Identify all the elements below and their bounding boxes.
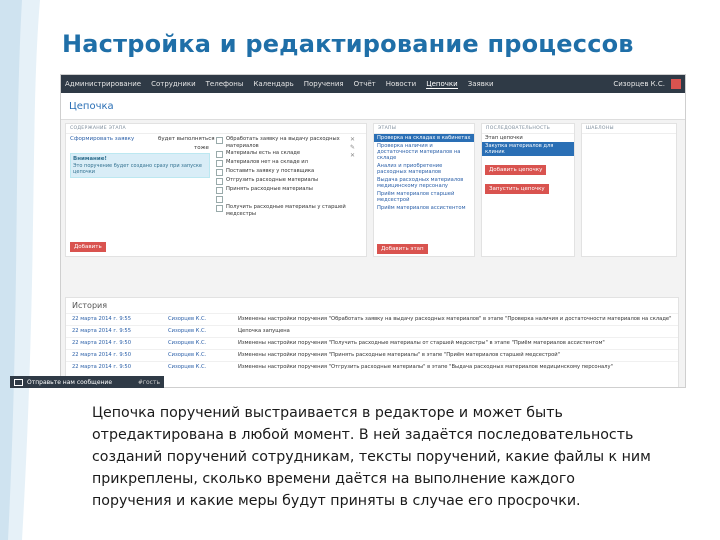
nav-item-requests[interactable]: Заявки bbox=[467, 80, 494, 88]
stage-item[interactable]: Приём материалов ассистентом bbox=[377, 205, 466, 211]
stage-item[interactable]: Проверка наличия и достаточности материалов на складе bbox=[377, 143, 461, 161]
stage-item[interactable]: Приём материалов старшей медсестрой bbox=[377, 191, 455, 203]
task-item[interactable]: Принять расходные материалы bbox=[216, 186, 346, 194]
task-list bbox=[216, 136, 346, 218]
alert-title: Внимание! bbox=[73, 156, 107, 162]
caption-line: созданий поручений сотрудникам, тексты поручений, какие файлы к ним bbox=[92, 449, 651, 465]
checkbox[interactable] bbox=[216, 178, 223, 185]
caption-line: отредактирована в любой момент. В ней задаётся последовательность bbox=[92, 427, 634, 443]
task-item[interactable]: Поставить заявку у поставщика bbox=[216, 168, 346, 176]
top-navbar bbox=[61, 75, 685, 93]
caption-line: прикреплены, сколько времени даётся на выполнение каждого bbox=[92, 471, 575, 487]
caption-line: Цепочка поручений выстраивается в редакторе и может быть bbox=[92, 405, 563, 421]
nav-item-news[interactable]: Новости bbox=[385, 80, 417, 88]
table-row: 22 марта 2014 г. 9:55 Сизорцев К.С. Цепочка запущена bbox=[66, 325, 678, 337]
checkbox[interactable] bbox=[216, 151, 223, 158]
guest-link[interactable]: #гость bbox=[137, 378, 160, 386]
nav-item-calendar[interactable]: Календарь bbox=[253, 80, 294, 88]
stages-panel bbox=[373, 123, 475, 257]
send-message-label[interactable]: Отправьте нам сообщение bbox=[27, 378, 113, 386]
add-task-button[interactable]: Добавить bbox=[70, 242, 106, 252]
envelope-icon bbox=[14, 379, 23, 386]
panel-header: ЭТАПЫ bbox=[374, 124, 474, 134]
sequence-list bbox=[482, 134, 574, 156]
task-item[interactable]: Материалы есть на складе bbox=[216, 150, 346, 158]
execute-checkbox-label[interactable]: будет выполняться bbox=[158, 136, 215, 142]
stage-list bbox=[374, 134, 474, 212]
slide-caption bbox=[92, 402, 692, 512]
panel-header: СОДЕРЖАНИЕ ЭТАПА bbox=[66, 124, 366, 134]
checkbox[interactable] bbox=[216, 160, 223, 167]
send-message-bar[interactable] bbox=[10, 376, 164, 388]
add-chain-button[interactable]: Добавить цепочку bbox=[485, 165, 546, 175]
table-row: 22 марта 2014 г. 9:50 Сизорцев К.С. Изменены настройки поручения "Принять расходные материалы" в этапе "Приём материалов старшей медсестрой" bbox=[66, 349, 678, 361]
task-item[interactable]: Получить расходные материалы у старшей медсестры bbox=[216, 204, 346, 217]
alert-text: Это поручение будет создано сразу при запуске цепочки bbox=[73, 163, 202, 175]
history-panel bbox=[65, 297, 679, 388]
run-chain-button[interactable]: Запустить цепочку bbox=[485, 184, 549, 194]
stage-item[interactable]: Выдача расходных материалов медицинскому персоналу bbox=[377, 177, 464, 189]
task-item[interactable]: Материалов нет на складе ил bbox=[216, 159, 346, 167]
sequence-panel bbox=[481, 123, 575, 257]
logout-icon[interactable] bbox=[671, 79, 681, 89]
history-title: История bbox=[72, 301, 108, 310]
caption-line: поручения и какие меры будут приняты в случае его просрочки. bbox=[92, 493, 581, 509]
table-row: 22 марта 2014 г. 9:55 Сизорцев К.С. Изменены настройки поручения "Обработать заявку на выдачу расходных материалов" в этапе "Проверка наличия и достаточности материалов на складе" bbox=[66, 313, 678, 325]
checkbox[interactable] bbox=[216, 196, 223, 203]
task-item[interactable] bbox=[216, 195, 346, 203]
editor-panels bbox=[65, 123, 677, 261]
task-item[interactable]: Обработать заявку на выдачу расходных материалов bbox=[216, 136, 346, 149]
page-title: Цепочка bbox=[61, 93, 685, 120]
add-stage-button[interactable]: Добавить этап bbox=[377, 244, 428, 254]
nav-item-admin[interactable]: Администрирование bbox=[65, 80, 142, 88]
sequence-item[interactable]: Этап цепочки bbox=[485, 135, 523, 141]
templates-panel bbox=[581, 123, 677, 257]
checkbox[interactable] bbox=[216, 169, 223, 176]
checkbox[interactable] bbox=[216, 187, 223, 194]
checkbox[interactable] bbox=[216, 205, 223, 212]
sequence-item[interactable]: Закупка материалов для клиник bbox=[482, 142, 574, 156]
panel-header: ШАБЛОНЫ bbox=[582, 124, 676, 134]
table-row: 22 марта 2014 г. 9:50 Сизорцев К.С. Изменены настройки поручения "Отгрузить расходные материалы" в этапе "Выдача расходных материалов медицинскому персоналу" bbox=[66, 361, 678, 373]
table-row: 22 марта 2014 г. 9:50 Сизорцев К.С. Изменены настройки поручения "Получить расходные материалы от старшей медсестры" в этапе "Приём материалов ассистентом" bbox=[66, 337, 678, 349]
app-screenshot bbox=[60, 74, 686, 388]
nav-item-report[interactable]: Отчёт bbox=[353, 80, 376, 88]
nav-item-tasks[interactable]: Поручения bbox=[303, 80, 344, 88]
task-item[interactable]: Отгрузить расходные материалы bbox=[216, 177, 346, 185]
stage-item[interactable]: Проверка на складах в кабинетах bbox=[374, 134, 474, 142]
form-request-link[interactable]: Сформировать заявку bbox=[70, 136, 135, 142]
stage-content-panel bbox=[65, 123, 367, 257]
edit-icons[interactable]: ✕ ✎ ✕ bbox=[350, 136, 356, 159]
slide-title: Настройка и редактирование процессов bbox=[62, 30, 634, 58]
current-user[interactable]: Сизорцев К.С. bbox=[613, 80, 665, 88]
panel-header: ПОСЛЕДОВАТЕЛЬНОСТЬ bbox=[482, 124, 574, 134]
nav-item-staff[interactable]: Сотрудники bbox=[151, 80, 196, 88]
checkbox[interactable] bbox=[216, 137, 223, 144]
stage-item[interactable]: Анализ и приобретение расходных материалов bbox=[377, 163, 443, 175]
nav-item-chains[interactable]: Цепочки bbox=[426, 79, 458, 88]
nav-item-phones[interactable]: Телефоны bbox=[205, 80, 244, 88]
more-link[interactable]: тоже bbox=[194, 145, 209, 151]
